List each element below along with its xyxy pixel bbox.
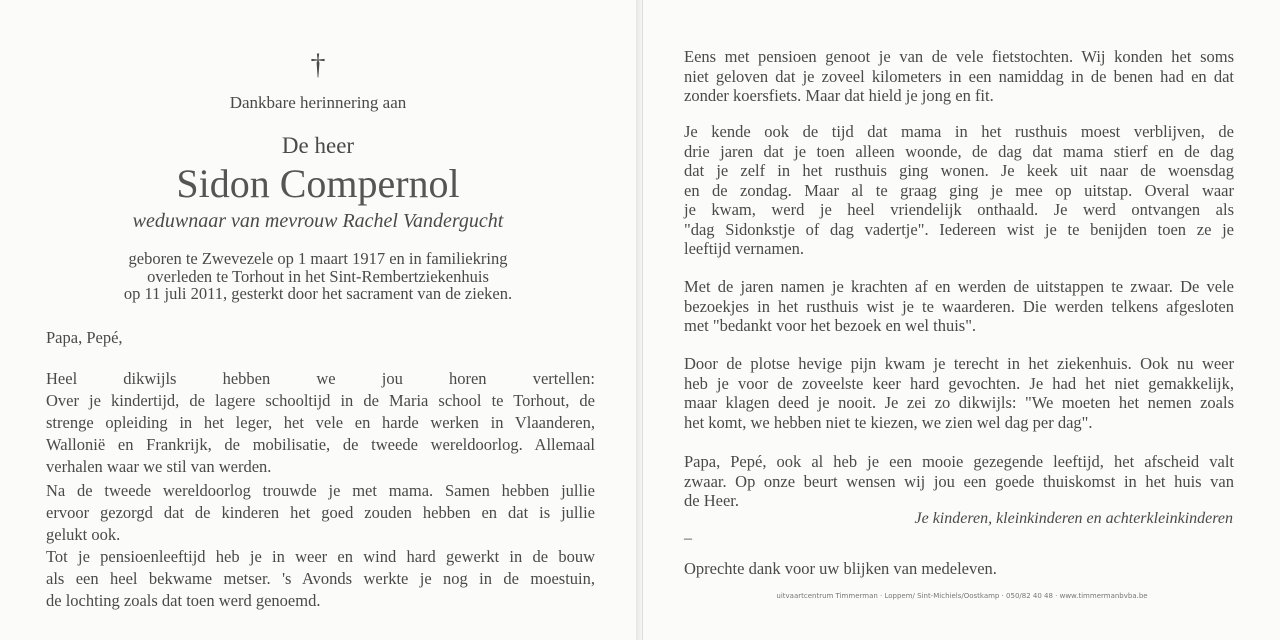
text-line: dat je zelf in het rusthuis ging wonen. Je keek uit naar de woensdag <box>684 161 1234 180</box>
text-line: "dag Sidonkstje of dag vadertje". Iedereen wist je te benijden toen ze je <box>684 219 1234 239</box>
paragraph <box>46 327 595 349</box>
text-line: leeftijd vernamen. <box>684 239 805 258</box>
paragraph <box>684 47 1234 106</box>
text-line: drie jaren dat je toen alleen woonde, de dag dat mama stierf en de dag <box>684 141 1234 161</box>
text-line: maar klagen deed je nooit. Je zei zo dikwijls: "We moeten het nemen zoals <box>684 393 1234 412</box>
text-line: de Heer. <box>684 491 739 510</box>
text-line: heb je voor de zoveelste keer hard gevochten. Je had het niet gemakkelijk, <box>684 373 1234 393</box>
text-line: en de zondag. Maar al te graag ging je mee op uitstap. Overal waar <box>684 180 1234 200</box>
birth-death-info <box>0 250 636 303</box>
intro-text: Dankbare herinnering aan <box>229 93 407 112</box>
text-line: Tot je pensioenleeftijd heb je in weer en wind hard gewerkt in de bouw <box>46 547 595 566</box>
paragraph <box>684 452 1234 511</box>
thanks-text: Oprechte dank voor uw blijken van medeleven. <box>684 559 997 578</box>
text-line: Papa, Pepé, ook al heb je een mooie gezegende leeftijd, het afscheid valt <box>684 452 1234 471</box>
deceased-name: Sidon Compernol <box>176 161 460 206</box>
text-line: Met de jaren namen je krachten af en werden de uitstappen te zwaar. De vele <box>684 277 1234 296</box>
separator-dash: – <box>684 530 692 547</box>
title-text: De heer <box>281 133 355 158</box>
paragraph <box>684 122 1234 259</box>
signature: Je kinderen, kleinkinderen en achterkleinkinderen <box>914 510 1233 527</box>
text-line: met "bedankt voor het bezoek en wel thuis". <box>684 316 977 335</box>
text-line: Heel dikwijls hebben we jou horen vertellen: <box>46 369 595 388</box>
info-line: geboren te Zwevezele op 1 maart 1917 en in familiekring <box>128 249 508 268</box>
text-line: ervoor gezorgd dat de kinderen het goed zouden hebben en dat is jullie <box>46 503 595 522</box>
text-line: Eens met pensioen genoot je van de vele fietstochten. Wij konden het soms <box>684 47 1234 66</box>
text-line: bezoekjes in het rusthuis wist je te waarderen. Die werden telkens afgesloten <box>684 296 1234 316</box>
info-line: overleden te Torhout in het Sint-Rembertziekenhuis <box>147 266 489 286</box>
cross-icon: † <box>310 48 326 81</box>
text-line: Papa, Pepé, <box>46 328 123 347</box>
left-page <box>0 0 636 640</box>
text-line: verhalen waar we stil van werden. <box>46 457 272 476</box>
text-line: strenge opleiding in het leger, het vele en harde werken in Vlaanderen, <box>46 413 595 432</box>
text-line: de lochting zoals dat toen werd genoemd. <box>46 591 321 610</box>
paragraph <box>46 480 595 612</box>
text-line: niet geloven dat je zoveel kilometers in een namiddag in de benen had en dat <box>684 66 1234 86</box>
funeral-home-footer: uitvaartcentrum Timmerman · Loppem/ Sint-Michiels/Oostkamp · 050/82 40 48 · www.timmermanbvba.be <box>776 592 1148 600</box>
paragraph <box>684 277 1234 336</box>
right-page <box>642 0 1280 640</box>
text-line: zonder koersfiets. Maar dat hield je jong en fit. <box>684 86 994 105</box>
text-line: je kwam, werd je heel vriendelijk onthaald. Je werd ontvangen als <box>684 200 1234 219</box>
info-line: op 11 juli 2011, gesterkt door het sacrament van de zieken. <box>123 284 513 303</box>
text-line: Je kende ook de tijd dat mama in het rusthuis moest verblijven, de <box>684 122 1234 141</box>
paragraph <box>684 354 1234 432</box>
text-line: Over je kindertijd, de lagere schooltijd in de Maria school te Torhout, de <box>46 391 595 410</box>
text-line: Na de tweede wereldoorlog trouwde je met mama. Samen hebben jullie <box>46 481 595 500</box>
text-line: als een heel bekwame metser. 's Avonds werkte je nog in de moestuin, <box>46 569 595 588</box>
text-line: gelukt ook. <box>46 525 121 544</box>
text-line: zwaar. Op onze beurt wensen wij jou een goede thuiskomst in het huis van <box>684 471 1234 491</box>
text-line: het komt, we hebben niet te kiezen, we zien wel dag per dag". <box>684 412 1093 432</box>
paragraph <box>46 368 595 478</box>
text-line: Wallonië en Frankrijk, de mobilisatie, de tweede wereldoorlog. Allemaal <box>46 435 595 454</box>
spouse-text: weduwnaar van mevrouw Rachel Vandergucht <box>132 210 504 232</box>
text-line: Door de plotse hevige pijn kwam je terecht in het ziekenhuis. Ook nu weer <box>684 354 1234 373</box>
